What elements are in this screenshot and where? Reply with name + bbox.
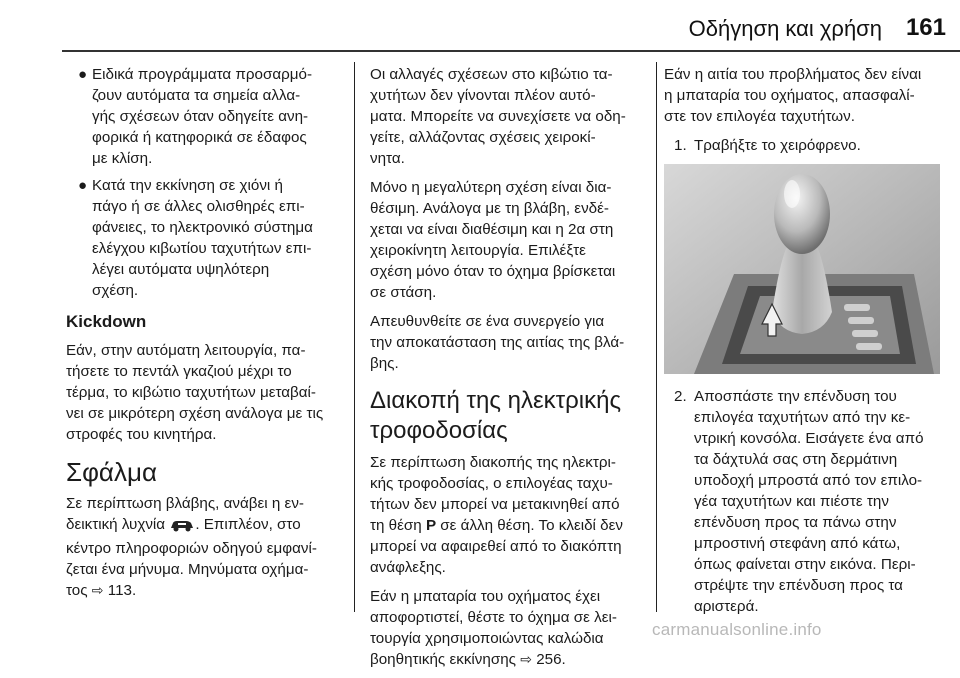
bullet-item xyxy=(66,175,348,301)
watermark: carmanualsonline.info xyxy=(652,620,822,639)
page-reference[interactable]: 113. xyxy=(107,582,137,599)
fault-heading: Σφάλμα xyxy=(66,457,157,487)
page-reference[interactable]: 256. xyxy=(536,651,566,668)
step-item xyxy=(664,386,956,617)
fault-text xyxy=(66,493,348,601)
paragraph-part: Σε περίπτωση διακοπής της ηλεκτρι- κής τροφοδοσίας, ο επιλογέας ταχυ- τήτων δεν μπορεί να μετακινηθεί από τη θέση xyxy=(370,454,620,534)
step-number: 1. xyxy=(674,137,687,154)
step-text: Αποσπάστε την επένδυση του επιλογέα ταχυτήτων από την κε- ντρική κονσόλα. Εισάγετε ένα από τα δάχτυλά σας στη δερμάτινη υποδοχή μπροστά από τον επιλο- γέα ταχυτήτων και πιέστε την επένδυση προς τα πάνω στην μπροστινή στεφάνη από κάτω, όπως φαίνεται στην εικόνα. Περι- στρέψτε την επένδυση προς τα αριστερά. xyxy=(694,388,924,615)
column-divider-1 xyxy=(354,62,355,612)
page-number: 161 xyxy=(905,14,946,41)
page-header xyxy=(0,0,960,54)
column-divider-2 xyxy=(656,62,657,612)
reference-arrow-icon: ⇨ xyxy=(91,582,104,598)
power-failure-heading: Διακοπή της ηλεκτρικής τροφοδοσίας xyxy=(370,387,622,444)
gear-selector-photo xyxy=(664,164,940,374)
kickdown-text: Εάν, στην αυτόματη λειτουργία, πα- τήσετε το πεντάλ γκαζιού μέχρι το τέρμα, το κιβώτιο ταχυτήτων μεταβαί- νει σε μικρότερη σχέση ανάλογα με τις στροφές του κινητήρα. xyxy=(66,342,324,443)
column-2 xyxy=(370,64,654,678)
paragraph-part: σε άλλη θέση. Το κλειδί δεν μπορεί να αφαιρεθεί από το διακόπτη ανάφλεξης. xyxy=(370,517,623,576)
bullet-dot: ● xyxy=(78,66,88,83)
bullet-dot: ● xyxy=(78,177,88,194)
paragraph xyxy=(370,586,654,670)
fault-text-part: Σε περίπτωση βλάβης, ανάβει η εν- δεικτική λυχνία xyxy=(66,495,304,533)
step-text: Τραβήξτε το χειρόφρενο. xyxy=(694,137,861,154)
header-rule xyxy=(62,50,960,52)
step-item xyxy=(664,135,956,156)
paragraph: Εάν η αιτία του προβλήματος δεν είναι η μπαταρία του οχήματος, απασφαλί- στε τον επιλογέα ταχυτήτων. xyxy=(664,66,922,125)
reference-arrow-icon: ⇨ xyxy=(520,651,532,667)
paragraph: Μόνο η μεγαλύτερη σχέση είναι δια- θέσιμη. Ανάλογα με τη βλάβη, ενδέ- χεται να είναι διαθέσιμη και η 2α στη χειροκίνητη λειτουργία. Επιλέξτε σχέση μόνο όταν το όχημα βρίσκεται σε στάση. xyxy=(370,179,616,301)
column-1 xyxy=(66,64,348,609)
paragraph-part: Εάν η μπαταρία του οχήματος έχει αποφορτιστεί, θέστε το όχημα σε λει- τουργία χρησιμοποιώντας καλώδια βοηθητικής εκκίνησης xyxy=(370,588,617,668)
bullet-text: Ειδικά προγράμματα προσαρμό- ζουν αυτόματα τα σημεία αλλα- γής σχέσεων όταν οδηγείτε ανη- φορικά ή κατηφορικά σε έδαφος με κλίση. xyxy=(92,66,312,167)
bullet-item xyxy=(66,64,348,169)
section-title: Οδήγηση και χρήση xyxy=(688,16,882,41)
kickdown-heading: Kickdown xyxy=(66,312,147,331)
step-number: 2. xyxy=(674,388,687,405)
gear-position-p: P xyxy=(425,517,437,534)
step-list xyxy=(664,386,956,617)
bullet-text: Κατά την εκκίνηση σε χιόνι ή πάγο ή σε άλλες ολισθηρές επι- φάνειες, το ηλεκτρονικό σύστημα ελέγχου κιβωτίου ταχυτήτων επι- λέγει αυτόματα υψηλότερη σχέση. xyxy=(92,177,313,299)
fault-text-part: . Επιπλέον, στο κέντρο πληροφοριών οδηγού εμφανί- ζεται ένα μήνυμα. Μηνύματα οχήμα- τος xyxy=(66,516,317,599)
paragraph: Οι αλλαγές σχέσεων στο κιβώτιο τα- χυτήτων δεν γίνονται πλέον αυτό- ματα. Μπορείτε να συνεχίσετε να οδη- γείτε, αλλάζοντας σχέσεις χειροκί- νητα. xyxy=(370,66,626,167)
paragraph xyxy=(370,452,654,578)
column-3 xyxy=(664,64,956,625)
paragraph: Απευθυνθείτε σε ένα συνεργείο για την αποκατάσταση της αιτίας της βλά- βης. xyxy=(370,313,625,372)
car-wrench-icon xyxy=(169,517,195,538)
step-list xyxy=(664,135,956,156)
